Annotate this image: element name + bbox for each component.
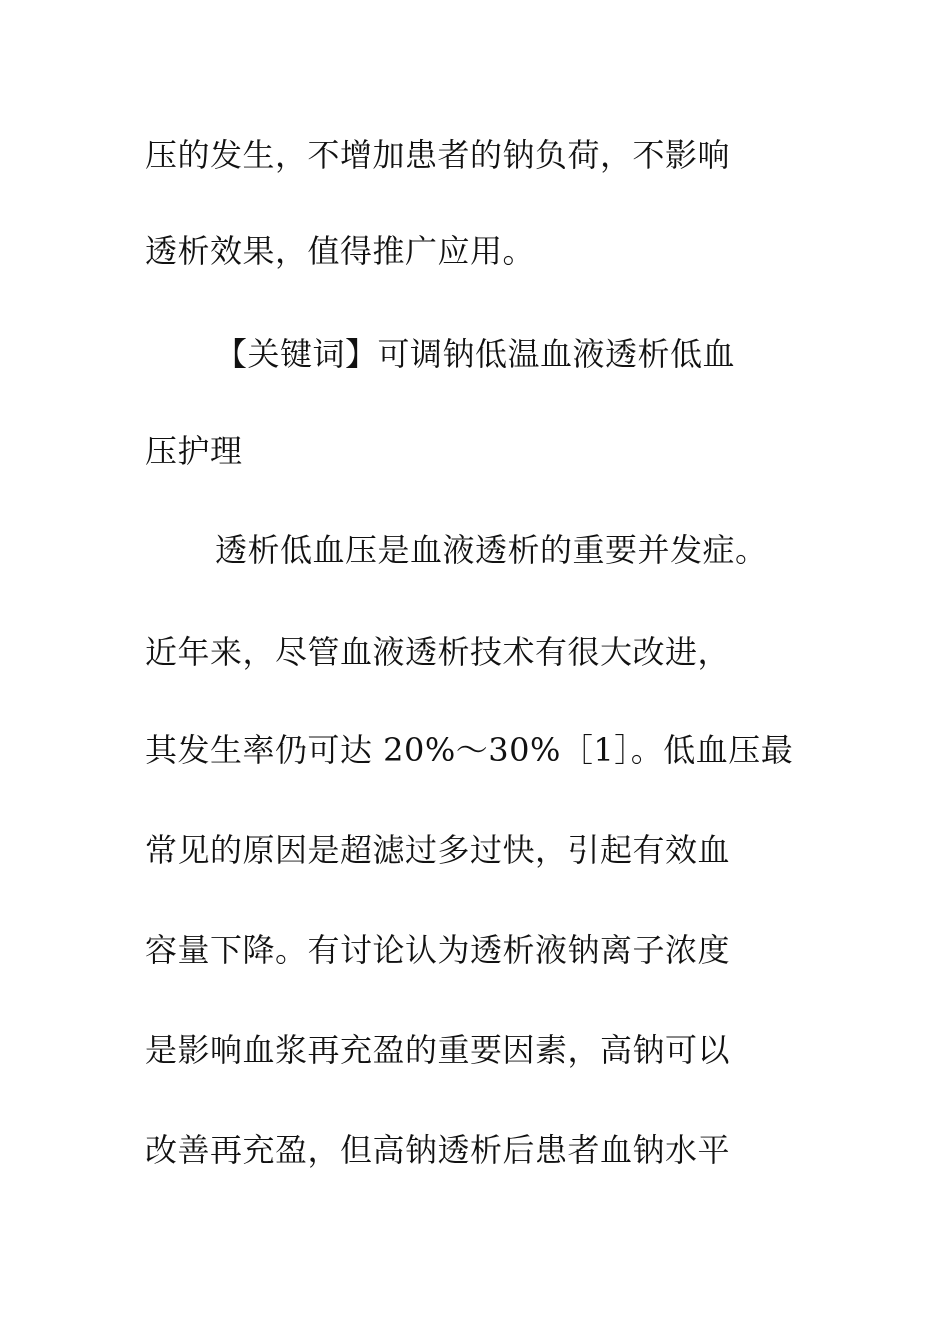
- body-paragraph-line-3: 其发生率仍可达 20%～30%［1］。低血压最: [145, 731, 794, 769]
- body-paragraph-line-4: 常见的原因是超滤过多过快，引起有效血: [145, 831, 731, 869]
- body-paragraph-line-6: 是影响血浆再充盈的重要因素，高钠可以: [145, 1031, 731, 1069]
- body-paragraph-line-5: 容量下降。有讨论认为透析液钠离子浓度: [145, 931, 731, 969]
- keywords-line-2: 压护理: [145, 432, 243, 470]
- body-paragraph-line-1: 透析低血压是血液透析的重要并发症。: [215, 531, 768, 569]
- abstract-line-1: 压的发生，不增加患者的钠负荷，不影响: [145, 136, 731, 174]
- body-paragraph-line-2: 近年来，尽管血液透析技术有很大改进，: [145, 633, 731, 671]
- abstract-line-2: 透析效果，值得推广应用。: [145, 232, 536, 270]
- keywords-line-1: 【关键词】可调钠低温血液透析低血: [215, 335, 736, 373]
- body-paragraph-line-7: 改善再充盈，但高钠透析后患者血钠水平: [145, 1131, 731, 1169]
